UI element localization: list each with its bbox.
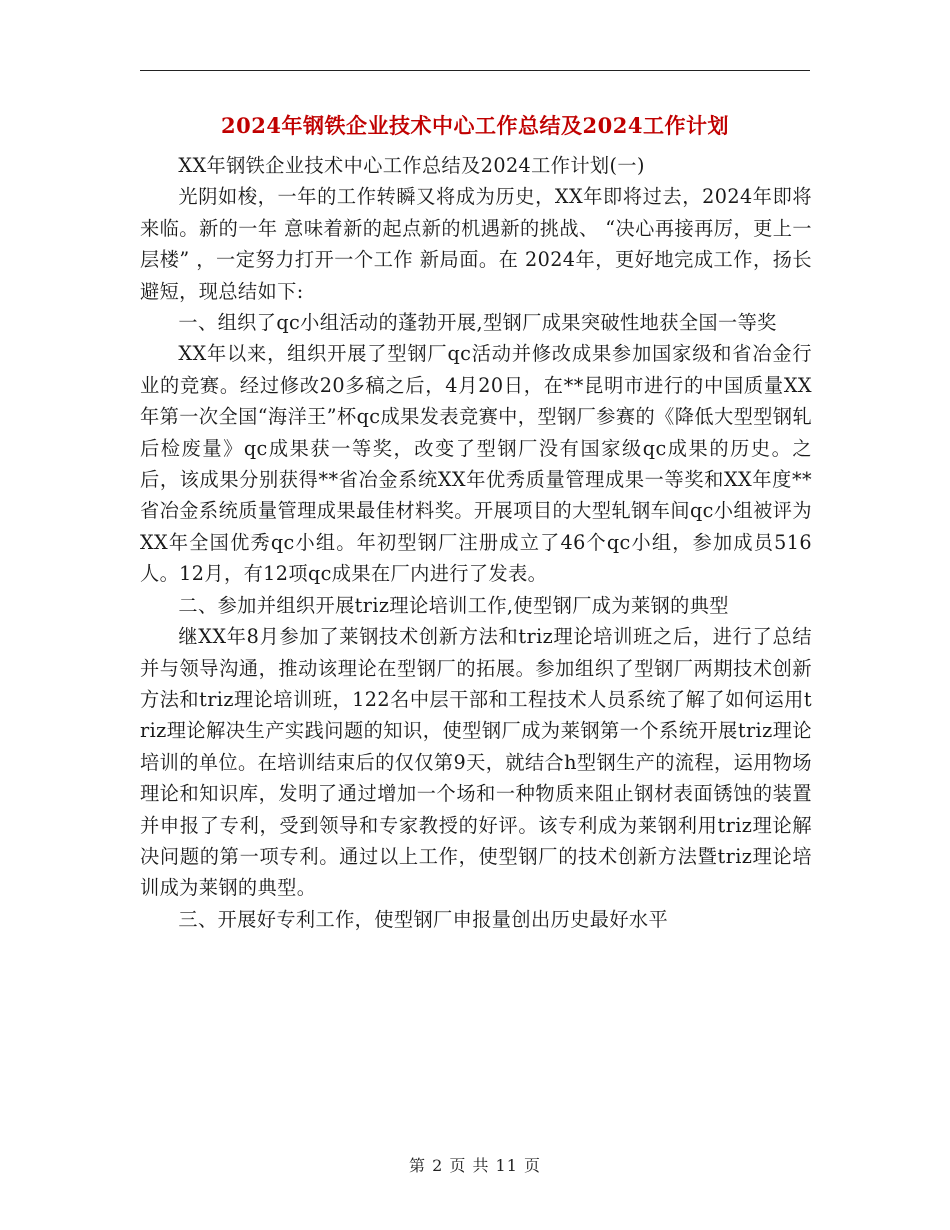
- section-heading-3: 三、开展好专利工作，使型钢厂申报量创出历史最好水平: [178, 907, 669, 931]
- document-body: [140, 150, 812, 935]
- paragraph-qc: XX年以来，组织开展了型钢厂qc活动并修改成果参加国家级和省冶金行业的竞赛。经过修改20多稿之后，4月20日，在**昆明市进行的中国质量XX年第一次全国“海洋王”杯qc成果发表竞赛中，型钢厂参赛的《降低大型型钢轧后检废量》qc成果获一等奖，改变了型钢厂没有国家级qc成果的历史。之后，该成果分别获得**省冶金系统XX年优秀质量管理成果一等奖和XX年度**省冶金系统质量管理成果最佳材料奖。开展项目的大型轧钢车间qc小组被评为XX年全国优秀qc小组。年初型钢厂注册成立了46个qc小组，参加成员516人。12月，有12项qc成果在厂内进行了发表。: [140, 342, 812, 586]
- header-rule: [140, 70, 810, 71]
- paragraph-subtitle: XX年钢铁企业技术中心工作总结及2024工作计划(一): [178, 154, 645, 177]
- paragraph-triz: 继XX年8月参加了莱钢技术创新方法和triz理论培训班之后，进行了总结并与领导沟通，推动该理论在型钢厂的拓展。参加组织了型钢厂两期技术创新方法和triz理论培训班，122名中层干部和工程技术人员系统了解了如何运用triz理论解决生产实践问题的知识，使型钢厂成为莱钢第一个系统开展triz理论培训的单位。在培训结束后的仅仅第9天，就结合h型钢生产的流程，运用物场理论和知识库，发明了通过增加一个场和一种物质来阻止钢材表面锈蚀的装置并申报了专利，受到领导和专家教授的好评。该专利成为莱钢利用triz理论解决问题的第一项专利。通过以上工作，使型钢厂的技术创新方法暨triz理论培训成为莱钢的典型。: [140, 625, 812, 900]
- section-heading-1: 一、组织了qc小组活动的蓬勃开展,型钢厂成果突破性地获全国一等奖: [178, 311, 777, 335]
- paragraph-intro: 光阴如梭，一年的工作转瞬又将成为历史，XX年即将过去，2024年即将来临。新的一年 意味着新的起点新的机遇新的挑战、 “决心再接再厉，更上一层楼” ，一定努力打开一个工作 新局面。在 2024年，更好地完成工作，扬长避短，现总结如下:: [140, 185, 812, 303]
- document-title: 2024年钢铁企业技术中心工作总结及2024工作计划: [221, 113, 729, 138]
- section-heading-2: 二、参加并组织开展triz理论培训工作,使型钢厂成为莱钢的典型: [178, 593, 729, 617]
- page-number-footer: 第 2 页 共 11 页: [409, 1156, 541, 1175]
